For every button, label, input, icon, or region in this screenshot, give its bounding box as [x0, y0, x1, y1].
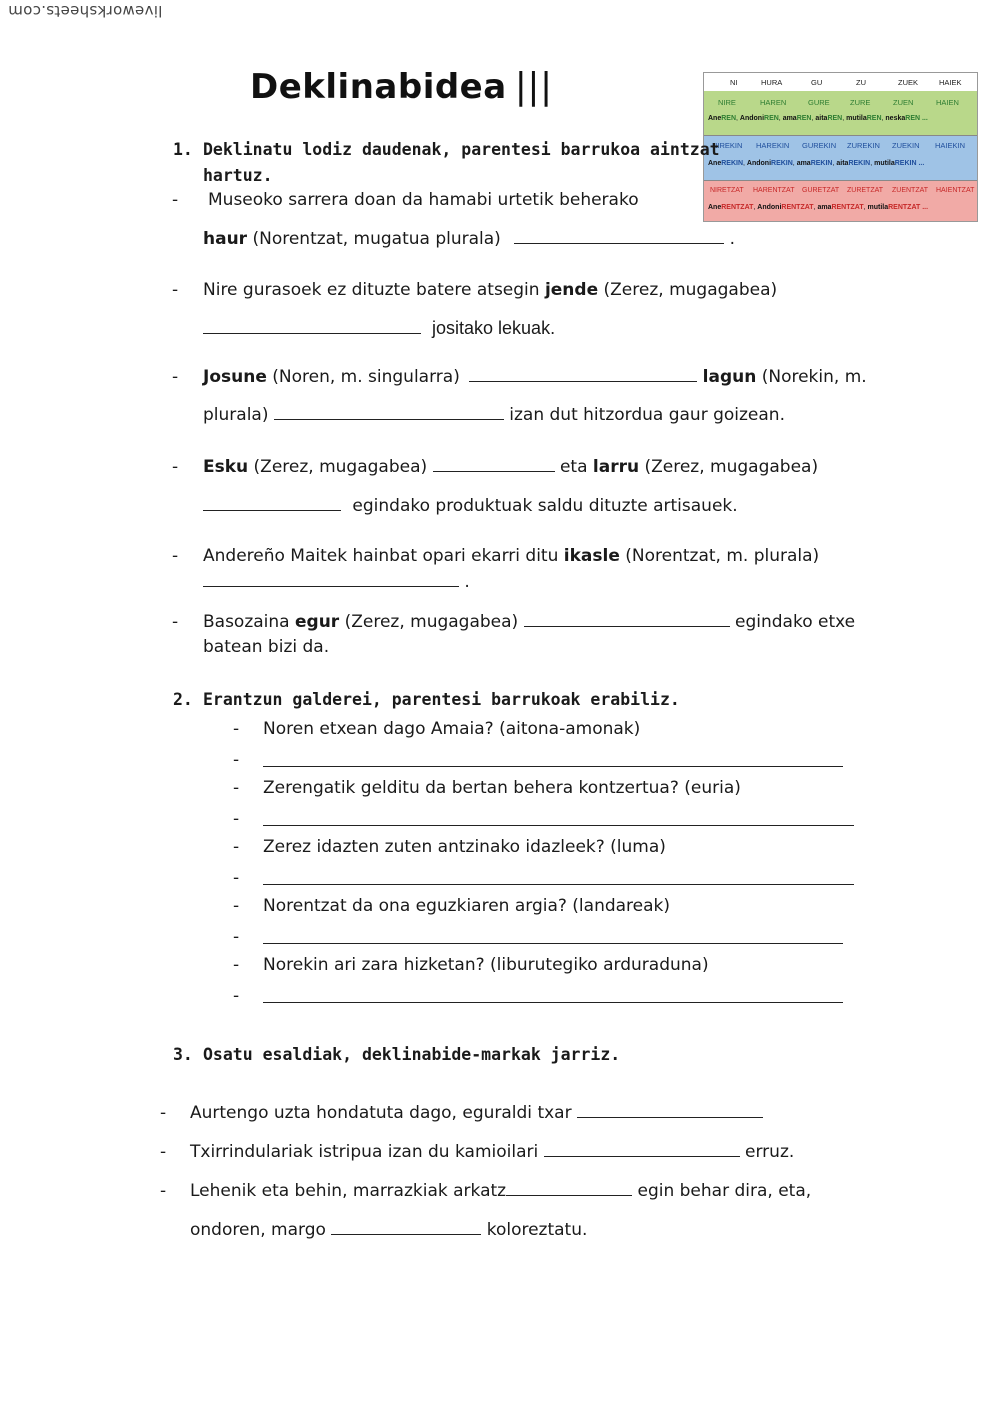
sentence-text: egin behar dira, eta, — [632, 1181, 812, 1201]
answer-blank[interactable] — [514, 229, 724, 244]
exercise-number: 2. — [173, 690, 193, 709]
example-suffix: REKIN — [848, 160, 871, 167]
sentence-text: erruz. — [739, 1142, 795, 1162]
table-header-cell: HURA — [761, 78, 783, 87]
bullet-dash: - — [233, 986, 240, 1006]
bullet-dash: - — [233, 809, 240, 829]
target-word: Josune — [203, 367, 267, 387]
example-suffix: REKIN — [721, 160, 744, 167]
answer-blank[interactable] — [524, 612, 730, 627]
example-suffix: REN — [796, 115, 812, 122]
sentence-line — [190, 1181, 811, 1201]
declension-table — [703, 72, 978, 222]
exercise-number: 3. — [173, 1045, 193, 1064]
bullet-dash: - — [233, 778, 240, 798]
sentence-line — [190, 1220, 587, 1240]
table-cell: ZURETZAT — [847, 187, 884, 194]
table-cell: ZURE — [850, 98, 871, 107]
answer-line[interactable] — [263, 884, 854, 885]
answer-blank[interactable] — [203, 496, 341, 511]
exercise-number: 1. — [173, 140, 193, 159]
bullet-dash: - — [160, 1142, 167, 1162]
bullet-dash: - — [172, 457, 179, 477]
answer-blank[interactable] — [544, 1142, 740, 1157]
bullet-dash: - — [233, 896, 240, 916]
sentence-line — [203, 318, 555, 339]
table-cell: ZUENTZAT — [892, 187, 929, 194]
question-text: Zerengatik gelditu da bertan behera kontzertua? (euria) — [263, 778, 741, 798]
hint-text: (Norentzat, mugatua plurala) — [247, 229, 507, 249]
example-stem: aita — [815, 115, 828, 122]
sentence-line — [203, 229, 735, 249]
example-suffix: REN — [827, 115, 843, 122]
sentence-text: Nire gurasoek ez dituzte batere atsegin — [203, 280, 545, 300]
example-stem: Ane — [708, 204, 722, 211]
target-word: Esku — [203, 457, 249, 477]
answer-line[interactable] — [263, 766, 843, 767]
table-cell: HAREN — [760, 98, 787, 107]
example-stem: ama — [817, 204, 832, 211]
hint-text: (Zerez, mugagabea) — [339, 612, 524, 632]
example-suffix: REKIN — [771, 160, 793, 167]
example-stem: aita — [836, 160, 849, 167]
table-cell: HAIEKIN — [935, 141, 966, 150]
answer-blank[interactable] — [433, 457, 555, 472]
hint-text: (Norekin, m. — [756, 367, 867, 387]
table-row-noren — [704, 91, 977, 109]
example-suffix: RENTZAT — [781, 204, 814, 211]
title-suffix: ||| — [514, 66, 553, 107]
hint-text: (Norentzat, m. plurala) — [619, 546, 820, 566]
example-stem: Andoni — [739, 115, 765, 122]
example-suffix: RENTZAT ... — [888, 204, 929, 211]
example-stem: Ane — [708, 160, 722, 167]
bullet-dash: - — [160, 1103, 167, 1123]
answer-line[interactable] — [263, 825, 854, 826]
bullet-dash: - — [233, 750, 240, 770]
sentence-text: eta — [554, 457, 593, 477]
table-row-norekin — [704, 136, 977, 154]
table-header-cell: NI — [730, 78, 738, 87]
sentence-line — [203, 496, 738, 516]
sentence-line — [203, 367, 867, 387]
hint-text: (Zerez, mugagabea) — [639, 457, 819, 477]
example-stem: mutila — [874, 160, 895, 167]
watermark: liveworksheets.com — [8, 2, 163, 20]
bullet-dash: - — [172, 546, 179, 566]
sentence-line — [203, 280, 777, 300]
sentence-text: jositako lekuak. — [427, 318, 556, 338]
table-header-cell: ZU — [856, 78, 866, 87]
example-suffix: REN ... — [905, 115, 928, 122]
table-cell: HAREKIN — [756, 141, 790, 150]
sentence-text: egindako produktuak saldu dituzte artisauek. — [347, 496, 738, 516]
bullet-dash: - — [172, 280, 179, 300]
table-example-text: AneREKIN, AndoniREKIN, amaREKIN, aitaREKIN, mutilaREKIN ... — [708, 160, 925, 167]
table-example-text: AneRENTZAT, AndoniRENTZAT, amaRENTZAT, mutilaRENTZAT ... — [708, 204, 929, 211]
example-suffix: REN — [866, 115, 882, 122]
example-suffix: RENTZAT — [831, 204, 864, 211]
sentence-line — [190, 1142, 794, 1162]
hint-text: (Noren, m. singularra) — [266, 367, 466, 387]
sentence-text: Txirrindulariak istripua izan du kamioilari — [190, 1142, 544, 1162]
sentence-text: izan dut hitzordua gaur goizean. — [503, 405, 785, 425]
table-header-cell: GU — [811, 78, 823, 87]
target-word: egur — [295, 612, 340, 632]
table-cell: GUREKIN — [802, 141, 837, 150]
answer-blank[interactable] — [203, 319, 421, 334]
table-header-cell: HAIEK — [939, 78, 962, 87]
example-suffix: REN — [764, 115, 779, 122]
question-text: Zerez idazten zuten antzinako idazleek? (luma) — [263, 837, 666, 857]
question-text: Norekin ari zara hizketan? (liburutegiko arduraduna) — [263, 955, 709, 975]
example-stem: ama — [782, 115, 797, 122]
bullet-dash: - — [233, 955, 240, 975]
answer-blank[interactable] — [469, 367, 697, 382]
page-title — [250, 66, 553, 107]
exercise-instruction: hartuz. — [203, 166, 273, 185]
table-row-norentzat — [704, 181, 977, 199]
sentence-line — [203, 546, 819, 566]
title-text: Deklinabidea — [250, 67, 507, 107]
target-word: larru — [592, 457, 640, 477]
target-word: lagun — [702, 367, 757, 387]
sentence-line — [203, 612, 855, 632]
bullet-dash: - — [233, 837, 240, 857]
sentence-end: . — [459, 572, 470, 592]
example-suffix: REKIN — [810, 160, 833, 167]
hint-text: (Zerez, mugagabea) — [248, 457, 433, 477]
table-example-row — [704, 154, 977, 181]
sentence-text: egindako etxe — [729, 612, 856, 632]
example-stem: mutila — [867, 204, 889, 211]
sentence-text: Aurtengo uzta hondatuta dago, eguraldi txar — [190, 1103, 577, 1123]
target-word: haur — [203, 229, 248, 249]
example-suffix: REN — [721, 115, 737, 122]
answer-blank[interactable] — [331, 1220, 481, 1235]
bullet-dash: - — [160, 1181, 167, 1201]
table-cell: NIRE — [718, 98, 736, 107]
sentence-text: Andereño Maitek hainbat opari ekarri ditu — [203, 546, 564, 566]
bullet-dash: - — [172, 190, 179, 210]
exercise-instruction: Erantzun galderei, parentesi barrukoak erabiliz. — [203, 690, 680, 709]
sentence-text: batean bizi da. — [203, 637, 330, 657]
table-example-row — [704, 199, 977, 221]
target-word: ikasle — [563, 546, 620, 566]
sentence-line — [203, 572, 470, 592]
example-stem: neska — [885, 115, 906, 122]
example-stem: mutila — [846, 115, 867, 122]
hint-text: (Zerez, mugagabea) — [598, 280, 778, 300]
answer-line[interactable] — [263, 943, 843, 944]
question-text: Norentzat da ona eguzkiaren argia? (landareak) — [263, 896, 671, 916]
example-stem: Andoni — [757, 204, 782, 211]
answer-line[interactable] — [263, 1002, 843, 1003]
table-cell: NIRETZAT — [710, 187, 744, 194]
sentence-text: Basozaina — [203, 612, 295, 632]
example-stem: Ane — [708, 115, 722, 122]
table-cell: HARENTZAT — [753, 187, 795, 194]
bullet-dash: - — [233, 927, 240, 947]
exercise-instruction: Osatu esaldiak, deklinabide-markak jarriz. — [203, 1045, 621, 1064]
table-cell: ZUREKIN — [847, 141, 880, 150]
bullet-dash: - — [233, 868, 240, 888]
answer-blank[interactable] — [577, 1103, 763, 1118]
table-header-cell: ZUEK — [898, 78, 919, 87]
table-cell: HAIEN — [936, 98, 959, 107]
sentence-end: . — [724, 229, 736, 249]
table-cell: HAIENTZAT — [936, 187, 975, 194]
question-text: Noren etxean dago Amaia? (aitona-amonak) — [263, 719, 641, 739]
table-cell: GURE — [808, 98, 830, 107]
table-cell: NIREKIN — [712, 141, 743, 150]
table-header-row — [704, 73, 977, 91]
table-cell: ZUEN — [893, 98, 914, 107]
answer-blank[interactable] — [203, 572, 459, 587]
table-cell: ZUEKIN — [892, 141, 920, 150]
answer-blank[interactable] — [506, 1181, 632, 1196]
example-suffix: RENTZAT — [721, 204, 754, 211]
sentence-text: Museoko sarrera doan da hamabi urtetik beherako — [208, 190, 639, 210]
table-cell: GURETZAT — [802, 187, 840, 194]
bullet-dash: - — [172, 367, 179, 387]
hint-text: plurala) — [203, 405, 274, 425]
example-suffix: REKIN ... — [894, 160, 925, 167]
sentence-line — [203, 457, 818, 477]
sentence-line — [190, 1103, 763, 1123]
example-stem: ama — [796, 160, 811, 167]
bullet-dash: - — [172, 612, 179, 632]
answer-blank[interactable] — [274, 405, 504, 420]
sentence-text: koloreztatu. — [481, 1220, 588, 1240]
sentence-text: Lehenik eta behin, marrazkiak arkatz — [190, 1181, 507, 1201]
bullet-dash: - — [233, 719, 240, 739]
exercise-instruction: Deklinatu lodiz daudenak, parentesi barrukoa aintzat — [203, 140, 720, 159]
example-stem: Andoni — [746, 160, 772, 167]
target-word: jende — [544, 280, 599, 300]
table-example-row — [704, 109, 977, 136]
table-example-text: AneREN, AndoniREN, amaREN, aitaREN, mutilaREN, neskaREN ... — [708, 115, 928, 122]
sentence-text: ondoren, margo — [190, 1220, 332, 1240]
sentence-line — [203, 405, 785, 425]
